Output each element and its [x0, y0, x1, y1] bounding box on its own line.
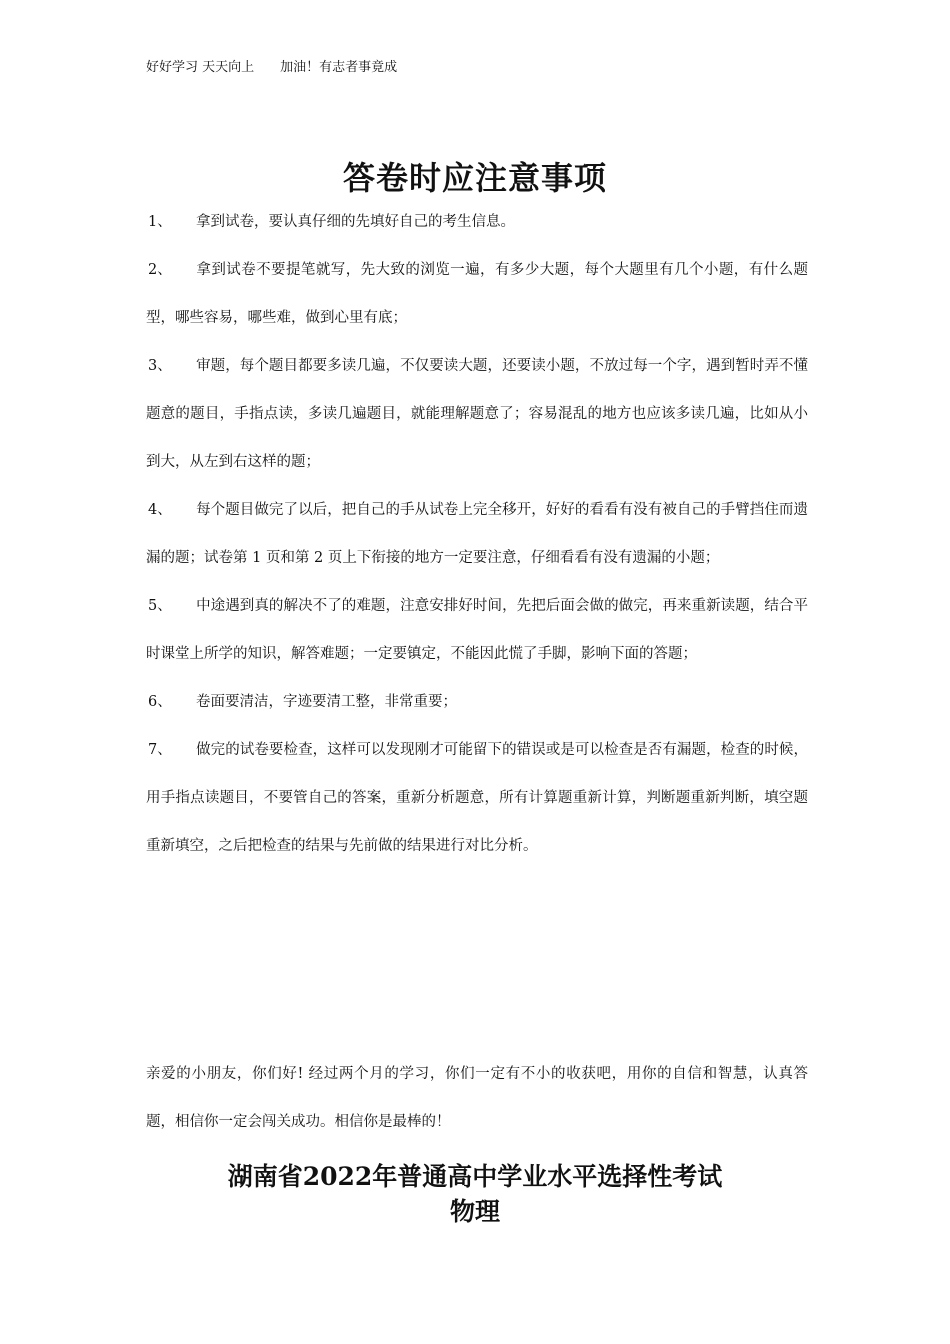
notice-item-7	[146, 726, 808, 870]
notice-item-number: 2、	[148, 262, 172, 278]
notice-item-6	[146, 678, 808, 726]
notice-item-number: 7、	[148, 742, 172, 758]
notice-item-number: 3、	[148, 358, 172, 374]
notice-item-text: 拿到试卷不要提笔就写，先大致的浏览一遍，有多少大题，每个大题里有几个小题，有什么题型，哪些容易，哪些难，做到心里有底；	[146, 262, 808, 326]
notice-item-number: 5、	[148, 598, 172, 614]
notice-item-number: 6、	[148, 694, 172, 710]
notice-item-text: 每个题目做完了以后，把自己的手从试卷上完全移开，好好的看看有没有被自己的手臂挡住而遗漏的题；试卷第 1 页和第 2 页上下衔接的地方一定要注意，仔细看看有没有遗漏的小题；	[146, 502, 808, 566]
greeting-paragraph: 亲爱的小朋友，你们好! 经过两个月的学习，你们一定有不小的收获吧，用你的自信和智慧，认真答题，相信你一定会闯关成功。相信你是最棒的！	[146, 1066, 808, 1130]
notice-item-2	[146, 246, 808, 342]
notice-item-text: 卷面要清洁，字迹要清工整，非常重要；	[196, 694, 457, 710]
header-motto-left: 好好学习 天天向上	[146, 60, 255, 75]
notice-item-number: 1、	[148, 214, 172, 230]
notice-item-text: 审题，每个题目都要多读几遍，不仅要读大题，还要读小题，不放过每一个字，遇到暂时弄不懂题意的题目，手指点读，多读几遍题目，就能理解题意了；容易混乱的地方也应该多读几遍，比如从小到大，从左到右这样的题；	[146, 358, 808, 470]
notice-item-text: 做完的试卷要检查，这样可以发现刚才可能留下的错误或是可以检查是否有漏题，检查的时候，用手指点读题目，不要管自己的答案，重新分析题意，所有计算题重新计算，判断题重新判断，填空题重新填空，之后把检查的结果与先前做的结果进行对比分析。	[146, 742, 808, 854]
notice-item-text: 拿到试卷，要认真仔细的先填好自己的考生信息。	[196, 214, 515, 230]
exam-title: 湖南省2022年普通高中学业水平选择性考试	[227, 1162, 723, 1191]
notice-item-1	[146, 198, 808, 246]
page-header	[146, 58, 397, 78]
notice-list	[146, 198, 808, 870]
notice-item-3	[146, 342, 808, 486]
notice-item-4	[146, 486, 808, 582]
header-motto-right: 加油！有志者事竟成	[280, 60, 398, 75]
notice-item-5	[146, 582, 808, 678]
page-title: 答卷时应注意事项	[342, 159, 607, 197]
notice-item-number: 4、	[148, 502, 172, 518]
notice-item-text: 中途遇到真的解决不了的难题，注意安排好时间，先把后面会做的做完，再来重新读题，结合平时课堂上所学的知识，解答难题；一定要镇定，不能因此慌了手脚，影响下面的答题；	[146, 598, 808, 662]
exam-subject: 物理	[449, 1197, 500, 1226]
